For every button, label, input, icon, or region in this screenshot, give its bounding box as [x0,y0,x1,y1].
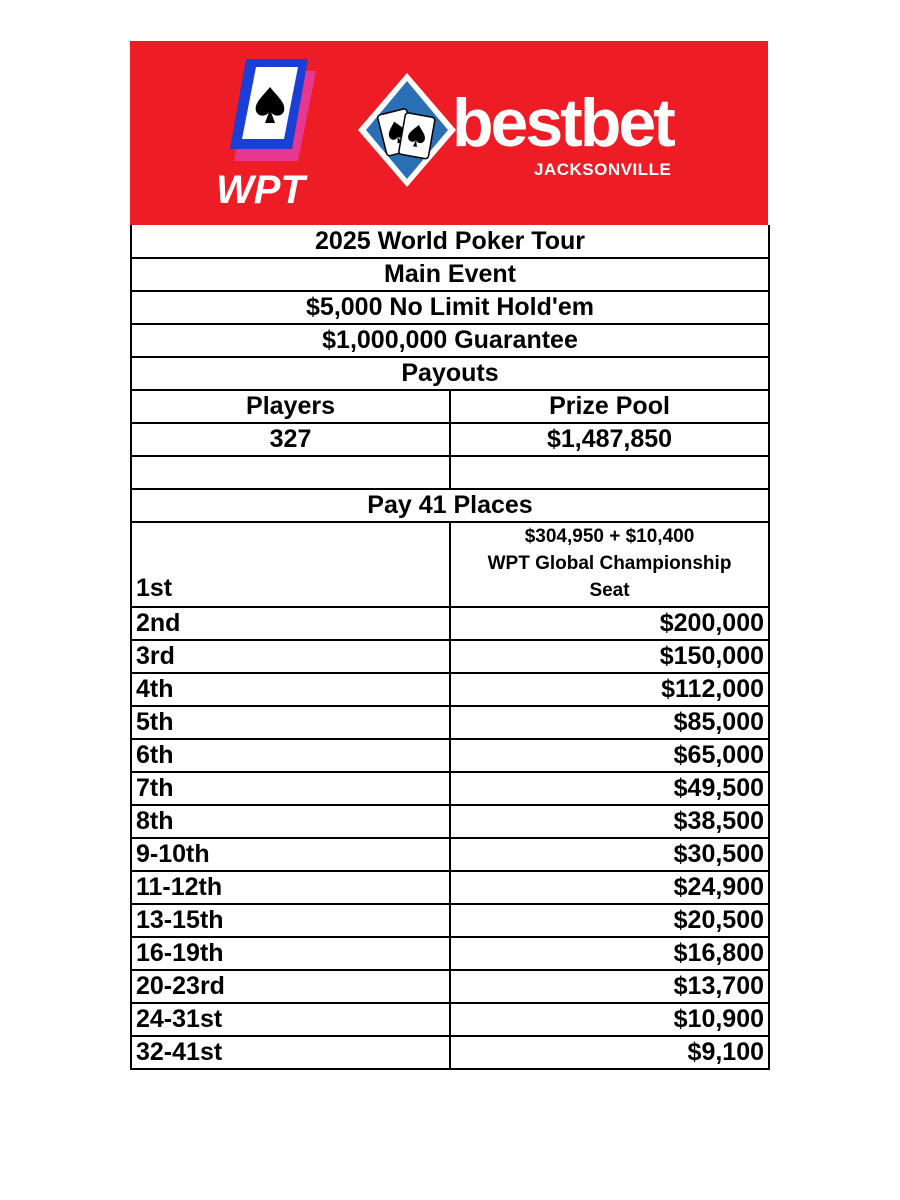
wpt-logo-text: WPT [216,168,305,212]
place-cell: 20-23rd [131,970,450,1003]
table-row [131,607,769,640]
prize-cell: $112,000 [450,673,769,706]
section-row [131,357,769,390]
event-game: $5,000 No Limit Hold'em [131,291,769,324]
place-cell: 2nd [131,607,450,640]
prize-cell: $49,500 [450,772,769,805]
place-cell: 5th [131,706,450,739]
event-guarantee: $1,000,000 Guarantee [131,324,769,357]
table-row [131,1036,769,1069]
table-row [131,640,769,673]
prize-cell: $30,500 [450,838,769,871]
place-cell: 16-19th [131,937,450,970]
table-row [131,805,769,838]
place-cell: 1st [131,522,450,607]
players-value: 327 [131,423,450,456]
pay-places: Pay 41 Places [131,489,769,522]
game-row [131,291,769,324]
prize-cell: $65,000 [450,739,769,772]
table-row [131,838,769,871]
prize-cell: $85,000 [450,706,769,739]
place-cell: 7th [131,772,450,805]
first-prize-seat-cont: Seat [589,580,630,601]
blank-cell [450,456,769,489]
wpt-logo [212,53,324,213]
header-banner [130,41,768,225]
first-prize-cell [450,522,769,607]
prize-cell: $200,000 [450,607,769,640]
first-prize-seat: WPT Global Championship [487,553,732,574]
summary-header-row [131,390,769,423]
blank-cell [131,456,450,489]
place-cell: 9-10th [131,838,450,871]
prize-cell: $38,500 [450,805,769,838]
pay-places-row [131,489,769,522]
section-heading: Payouts [131,357,769,390]
table-row [131,706,769,739]
place-cell: 11-12th [131,871,450,904]
players-label: Players [131,390,450,423]
name-row [131,258,769,291]
table-row [131,904,769,937]
summary-values-row [131,423,769,456]
table-row [131,937,769,970]
prize-cell: $20,500 [450,904,769,937]
prize-cell: $150,000 [450,640,769,673]
table-row [131,1003,769,1036]
bestbet-wordmark: bestbet [452,85,673,161]
prize-cell: $24,900 [450,871,769,904]
place-cell: 8th [131,805,450,838]
first-prize-amount: $304,950 + $10,400 [524,526,695,547]
prize-cell: $16,800 [450,937,769,970]
table-row [131,970,769,1003]
prize-pool-value: $1,487,850 [450,423,769,456]
place-cell: 13-15th [131,904,450,937]
prize-pool-label: Prize Pool [450,390,769,423]
bestbet-diamond-logo [356,71,458,189]
prize-cell: $13,700 [450,970,769,1003]
event-name: Main Event [131,258,769,291]
table-row [131,772,769,805]
payout-table [130,225,770,1070]
place-cell: 6th [131,739,450,772]
table-row [131,522,769,607]
table-row [131,673,769,706]
bestbet-city: JACKSONVILLE [534,160,672,179]
place-cell: 3rd [131,640,450,673]
guarantee-row [131,324,769,357]
event-title: 2025 World Poker Tour [131,225,769,258]
title-row [131,225,769,258]
payout-rows [131,607,769,1069]
place-cell: 4th [131,673,450,706]
blank-row [131,456,769,489]
table-row [131,739,769,772]
table-row [131,871,769,904]
place-cell: 24-31st [131,1003,450,1036]
place-cell: 32-41st [131,1036,450,1069]
prize-cell: $9,100 [450,1036,769,1069]
payout-sheet [130,41,768,1070]
prize-cell: $10,900 [450,1003,769,1036]
